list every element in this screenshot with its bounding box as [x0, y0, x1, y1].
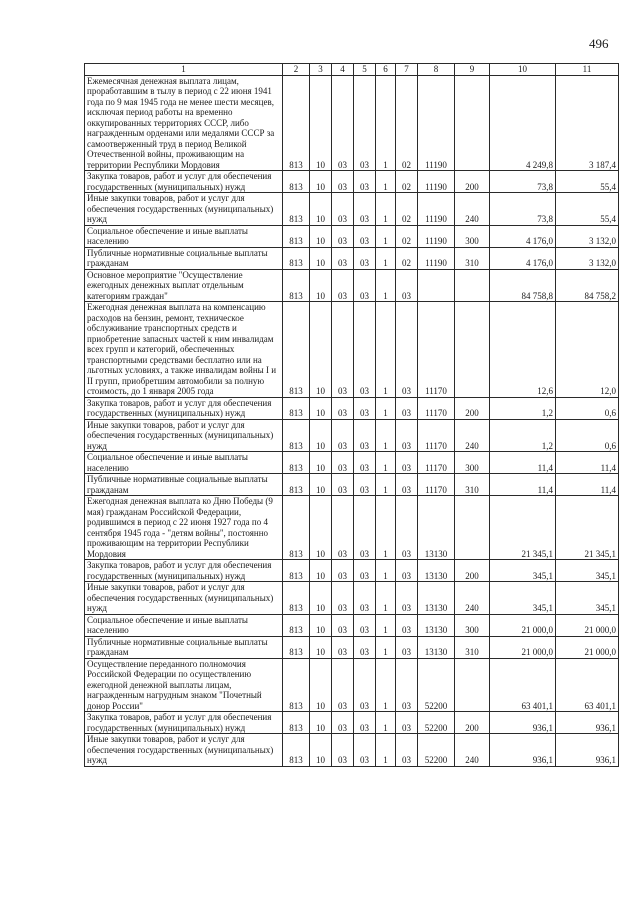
code-event: 02 [396, 171, 418, 193]
code-direction: 52200 [418, 712, 455, 734]
amount-year-2: 3 187,4 [556, 75, 619, 171]
code-event: 03 [396, 496, 418, 560]
code-ministry: 813 [283, 636, 310, 658]
code-section: 10 [310, 302, 332, 398]
code-program: 03 [354, 614, 376, 636]
amount-year-1: 21 000,0 [490, 636, 556, 658]
row-description: Социальное обеспечение и иные выплаты населению [85, 225, 283, 247]
column-header: 1 [85, 64, 283, 76]
code-section: 10 [310, 474, 332, 496]
code-event: 03 [396, 474, 418, 496]
code-ministry: 813 [283, 419, 310, 452]
code-expense-type: 240 [455, 734, 490, 767]
code-program: 03 [354, 419, 376, 452]
code-direction: 11170 [418, 302, 455, 398]
code-expense-type [455, 302, 490, 398]
amount-year-1: 1,2 [490, 419, 556, 452]
code-section: 10 [310, 75, 332, 171]
table-row [85, 302, 619, 398]
code-section: 10 [310, 269, 332, 302]
code-ministry: 813 [283, 712, 310, 734]
code-ministry: 813 [283, 560, 310, 582]
row-description: Иные закупки товаров, работ и услуг для обеспечения государственных (муниципальных) нужд [85, 582, 283, 615]
row-description: Публичные нормативные социальные выплаты гражданам [85, 474, 283, 496]
code-ministry: 813 [283, 193, 310, 226]
code-subprogram: 1 [376, 397, 396, 419]
code-event: 03 [396, 419, 418, 452]
amount-year-1: 84 758,8 [490, 269, 556, 302]
code-expense-type: 310 [455, 636, 490, 658]
code-subprogram: 1 [376, 712, 396, 734]
code-section: 10 [310, 560, 332, 582]
code-expense-type: 300 [455, 614, 490, 636]
column-header: 6 [376, 64, 396, 76]
code-expense-type: 310 [455, 474, 490, 496]
row-description: Ежегодная денежная выплата ко Дню Победы (9 мая) гражданам Российской Федерации, родившимся в период с 22 июня 1927 года по 4 сентября 1945 года - "детям войны", постоянно проживающим на территории Республики Мордовия [85, 496, 283, 560]
code-expense-type: 200 [455, 712, 490, 734]
code-ministry: 813 [283, 658, 310, 712]
amount-year-1: 1,2 [490, 397, 556, 419]
code-subsection: 03 [332, 712, 354, 734]
table-row [85, 636, 619, 658]
row-description: Социальное обеспечение и иные выплаты населению [85, 452, 283, 474]
column-header: 2 [283, 64, 310, 76]
code-program: 03 [354, 247, 376, 269]
amount-year-2: 345,1 [556, 560, 619, 582]
code-subprogram: 1 [376, 75, 396, 171]
code-subsection: 03 [332, 419, 354, 452]
code-event: 03 [396, 658, 418, 712]
code-program: 03 [354, 269, 376, 302]
code-expense-type: 200 [455, 560, 490, 582]
amount-year-2: 63 401,1 [556, 658, 619, 712]
code-expense-type: 240 [455, 193, 490, 226]
code-program: 03 [354, 75, 376, 171]
code-program: 03 [354, 397, 376, 419]
amount-year-2: 3 132,0 [556, 247, 619, 269]
code-subsection: 03 [332, 452, 354, 474]
amount-year-2: 345,1 [556, 582, 619, 615]
amount-year-1: 12,6 [490, 302, 556, 398]
code-program: 03 [354, 496, 376, 560]
code-event: 03 [396, 397, 418, 419]
code-expense-type: 300 [455, 225, 490, 247]
code-direction: 11190 [418, 171, 455, 193]
table-row [85, 614, 619, 636]
code-section: 10 [310, 193, 332, 226]
amount-year-2: 936,1 [556, 734, 619, 767]
code-subprogram: 1 [376, 225, 396, 247]
row-description: Иные закупки товаров, работ и услуг для обеспечения государственных (муниципальных) нужд [85, 193, 283, 226]
code-subsection: 03 [332, 658, 354, 712]
table-row [85, 397, 619, 419]
code-program: 03 [354, 193, 376, 226]
code-event: 02 [396, 247, 418, 269]
amount-year-2: 936,1 [556, 712, 619, 734]
table-row [85, 658, 619, 712]
table-row [85, 582, 619, 615]
code-direction: 52200 [418, 658, 455, 712]
code-ministry: 813 [283, 397, 310, 419]
code-subprogram: 1 [376, 193, 396, 226]
code-direction: 13130 [418, 636, 455, 658]
code-program: 03 [354, 302, 376, 398]
amount-year-2: 84 758,2 [556, 269, 619, 302]
row-description: Закупка товаров, работ и услуг для обеспечения государственных (муниципальных) нужд [85, 397, 283, 419]
code-ministry: 813 [283, 452, 310, 474]
table-row [85, 225, 619, 247]
amount-year-2: 21 000,0 [556, 614, 619, 636]
code-direction: 13130 [418, 614, 455, 636]
amount-year-2: 12,0 [556, 302, 619, 398]
code-program: 03 [354, 712, 376, 734]
code-program: 03 [354, 658, 376, 712]
code-direction: 11190 [418, 193, 455, 226]
code-ministry: 813 [283, 75, 310, 171]
code-direction: 11170 [418, 397, 455, 419]
amount-year-2: 0,6 [556, 397, 619, 419]
code-program: 03 [354, 452, 376, 474]
table-row [85, 193, 619, 226]
code-subsection: 03 [332, 193, 354, 226]
code-expense-type: 240 [455, 582, 490, 615]
amount-year-1: 936,1 [490, 734, 556, 767]
code-expense-type: 200 [455, 171, 490, 193]
code-subsection: 03 [332, 474, 354, 496]
row-description: Публичные нормативные социальные выплаты гражданам [85, 247, 283, 269]
code-subprogram: 1 [376, 419, 396, 452]
code-event: 03 [396, 734, 418, 767]
amount-year-1: 4 249,8 [490, 75, 556, 171]
amount-year-2: 0,6 [556, 419, 619, 452]
row-description: Публичные нормативные социальные выплаты гражданам [85, 636, 283, 658]
amount-year-1: 345,1 [490, 582, 556, 615]
amount-year-1: 63 401,1 [490, 658, 556, 712]
code-subprogram: 1 [376, 269, 396, 302]
table-row [85, 269, 619, 302]
code-event: 02 [396, 193, 418, 226]
table-row [85, 171, 619, 193]
code-event: 03 [396, 582, 418, 615]
code-ministry: 813 [283, 269, 310, 302]
table-row [85, 247, 619, 269]
code-direction: 13130 [418, 496, 455, 560]
code-program: 03 [354, 560, 376, 582]
amount-year-1: 936,1 [490, 712, 556, 734]
code-subprogram: 1 [376, 734, 396, 767]
code-program: 03 [354, 636, 376, 658]
code-direction: 13130 [418, 560, 455, 582]
row-description: Иные закупки товаров, работ и услуг для обеспечения государственных (муниципальных) нужд [85, 419, 283, 452]
column-header: 8 [418, 64, 455, 76]
table-row [85, 419, 619, 452]
code-subprogram: 1 [376, 452, 396, 474]
code-expense-type: 200 [455, 397, 490, 419]
row-description: Закупка товаров, работ и услуг для обеспечения государственных (муниципальных) нужд [85, 171, 283, 193]
code-section: 10 [310, 734, 332, 767]
code-subprogram: 1 [376, 582, 396, 615]
amount-year-1: 21 345,1 [490, 496, 556, 560]
amount-year-1: 11,4 [490, 452, 556, 474]
code-direction [418, 269, 455, 302]
code-expense-type [455, 269, 490, 302]
code-section: 10 [310, 397, 332, 419]
code-program: 03 [354, 171, 376, 193]
code-subprogram: 1 [376, 614, 396, 636]
code-subprogram: 1 [376, 247, 396, 269]
amount-year-2: 21 000,0 [556, 636, 619, 658]
code-expense-type: 300 [455, 452, 490, 474]
code-subprogram: 1 [376, 560, 396, 582]
row-description: Ежегодная денежная выплата на компенсацию расходов на бензин, ремонт, техническое обслуживание транспортных средств и приобретение запасных частей к ним инвалидам всех групп и категорий, обеспеченных транспортными средствами бесплатно или на льготных условиях, а также инвалидам войны I и II групп, приобретшим автомобили за полную стоимость, до 1 января 2005 года [85, 302, 283, 398]
column-header: 7 [396, 64, 418, 76]
code-program: 03 [354, 225, 376, 247]
code-subsection: 03 [332, 734, 354, 767]
code-section: 10 [310, 582, 332, 615]
column-header: 5 [354, 64, 376, 76]
column-header: 11 [556, 64, 619, 76]
code-subsection: 03 [332, 247, 354, 269]
amount-year-1: 345,1 [490, 560, 556, 582]
table-row [85, 474, 619, 496]
amount-year-2: 3 132,0 [556, 225, 619, 247]
code-expense-type [455, 658, 490, 712]
amount-year-1: 11,4 [490, 474, 556, 496]
code-section: 10 [310, 636, 332, 658]
code-event: 03 [396, 712, 418, 734]
row-description: Иные закупки товаров, работ и услуг для обеспечения государственных (муниципальных) нужд [85, 734, 283, 767]
code-direction: 13130 [418, 582, 455, 615]
code-direction: 11170 [418, 419, 455, 452]
table-row [85, 560, 619, 582]
code-subsection: 03 [332, 496, 354, 560]
code-section: 10 [310, 712, 332, 734]
code-event: 03 [396, 636, 418, 658]
code-ministry: 813 [283, 474, 310, 496]
code-program: 03 [354, 582, 376, 615]
code-subsection: 03 [332, 302, 354, 398]
code-program: 03 [354, 474, 376, 496]
code-subprogram: 1 [376, 474, 396, 496]
code-section: 10 [310, 614, 332, 636]
code-subsection: 03 [332, 171, 354, 193]
code-subprogram: 1 [376, 496, 396, 560]
code-subsection: 03 [332, 560, 354, 582]
code-subsection: 03 [332, 225, 354, 247]
code-ministry: 813 [283, 225, 310, 247]
column-header: 3 [310, 64, 332, 76]
row-description: Ежемесячная денежная выплата лицам, проработавшим в тылу в период с 22 июня 1941 года по 9 мая 1945 года не менее шести месяцев, исключая период работы на временно оккупированных территориях СССР, либо награжденным орденами или медалями СССР за самоотверженный труд в период Великой Отечественной войны, проживающим на территории Республики Мордовия [85, 75, 283, 171]
code-subsection: 03 [332, 614, 354, 636]
code-expense-type: 310 [455, 247, 490, 269]
table-row [85, 452, 619, 474]
amount-year-2: 11,4 [556, 452, 619, 474]
budget-table [84, 63, 619, 767]
code-subsection: 03 [332, 269, 354, 302]
column-header: 10 [490, 64, 556, 76]
page-number: 496 [589, 36, 609, 51]
code-program: 03 [354, 734, 376, 767]
code-direction: 11190 [418, 225, 455, 247]
code-ministry: 813 [283, 734, 310, 767]
row-description: Основное мероприятие "Осуществление ежегодных денежных выплат отдельным категориям граждан" [85, 269, 283, 302]
code-section: 10 [310, 496, 332, 560]
code-ministry: 813 [283, 496, 310, 560]
row-description: Закупка товаров, работ и услуг для обеспечения государственных (муниципальных) нужд [85, 712, 283, 734]
code-direction: 11190 [418, 75, 455, 171]
code-direction: 11190 [418, 247, 455, 269]
column-header: 4 [332, 64, 354, 76]
code-event: 03 [396, 302, 418, 398]
amount-year-2: 21 345,1 [556, 496, 619, 560]
code-ministry: 813 [283, 171, 310, 193]
table-row [85, 75, 619, 171]
amount-year-2: 11,4 [556, 474, 619, 496]
code-ministry: 813 [283, 302, 310, 398]
code-direction: 52200 [418, 734, 455, 767]
amount-year-2: 55,4 [556, 193, 619, 226]
code-subprogram: 1 [376, 658, 396, 712]
code-section: 10 [310, 658, 332, 712]
code-section: 10 [310, 452, 332, 474]
amount-year-1: 73,8 [490, 193, 556, 226]
code-expense-type [455, 75, 490, 171]
code-event: 02 [396, 225, 418, 247]
code-subsection: 03 [332, 636, 354, 658]
amount-year-1: 4 176,0 [490, 225, 556, 247]
amount-year-1: 73,8 [490, 171, 556, 193]
code-event: 02 [396, 75, 418, 171]
code-subprogram: 1 [376, 636, 396, 658]
code-section: 10 [310, 171, 332, 193]
row-description: Социальное обеспечение и иные выплаты населению [85, 614, 283, 636]
amount-year-1: 4 176,0 [490, 247, 556, 269]
row-description: Закупка товаров, работ и услуг для обеспечения государственных (муниципальных) нужд [85, 560, 283, 582]
row-description: Осуществление переданного полномочия Российской Федерации по осуществлению ежегодной денежной выплаты лицам, награжденным нагрудным знаком "Почетный донор России" [85, 658, 283, 712]
code-event: 03 [396, 560, 418, 582]
code-section: 10 [310, 419, 332, 452]
code-expense-type [455, 496, 490, 560]
code-direction: 11170 [418, 474, 455, 496]
code-ministry: 813 [283, 582, 310, 615]
code-ministry: 813 [283, 614, 310, 636]
code-section: 10 [310, 225, 332, 247]
code-subprogram: 1 [376, 302, 396, 398]
code-subsection: 03 [332, 75, 354, 171]
code-subsection: 03 [332, 397, 354, 419]
table-row [85, 496, 619, 560]
code-subprogram: 1 [376, 171, 396, 193]
code-ministry: 813 [283, 247, 310, 269]
amount-year-1: 21 000,0 [490, 614, 556, 636]
table-row [85, 734, 619, 767]
code-expense-type: 240 [455, 419, 490, 452]
code-subsection: 03 [332, 582, 354, 615]
code-direction: 11170 [418, 452, 455, 474]
code-section: 10 [310, 247, 332, 269]
table-row [85, 712, 619, 734]
code-event: 03 [396, 452, 418, 474]
code-event: 03 [396, 614, 418, 636]
column-header: 9 [455, 64, 490, 76]
header-row [85, 64, 619, 76]
amount-year-2: 55,4 [556, 171, 619, 193]
code-event: 03 [396, 269, 418, 302]
